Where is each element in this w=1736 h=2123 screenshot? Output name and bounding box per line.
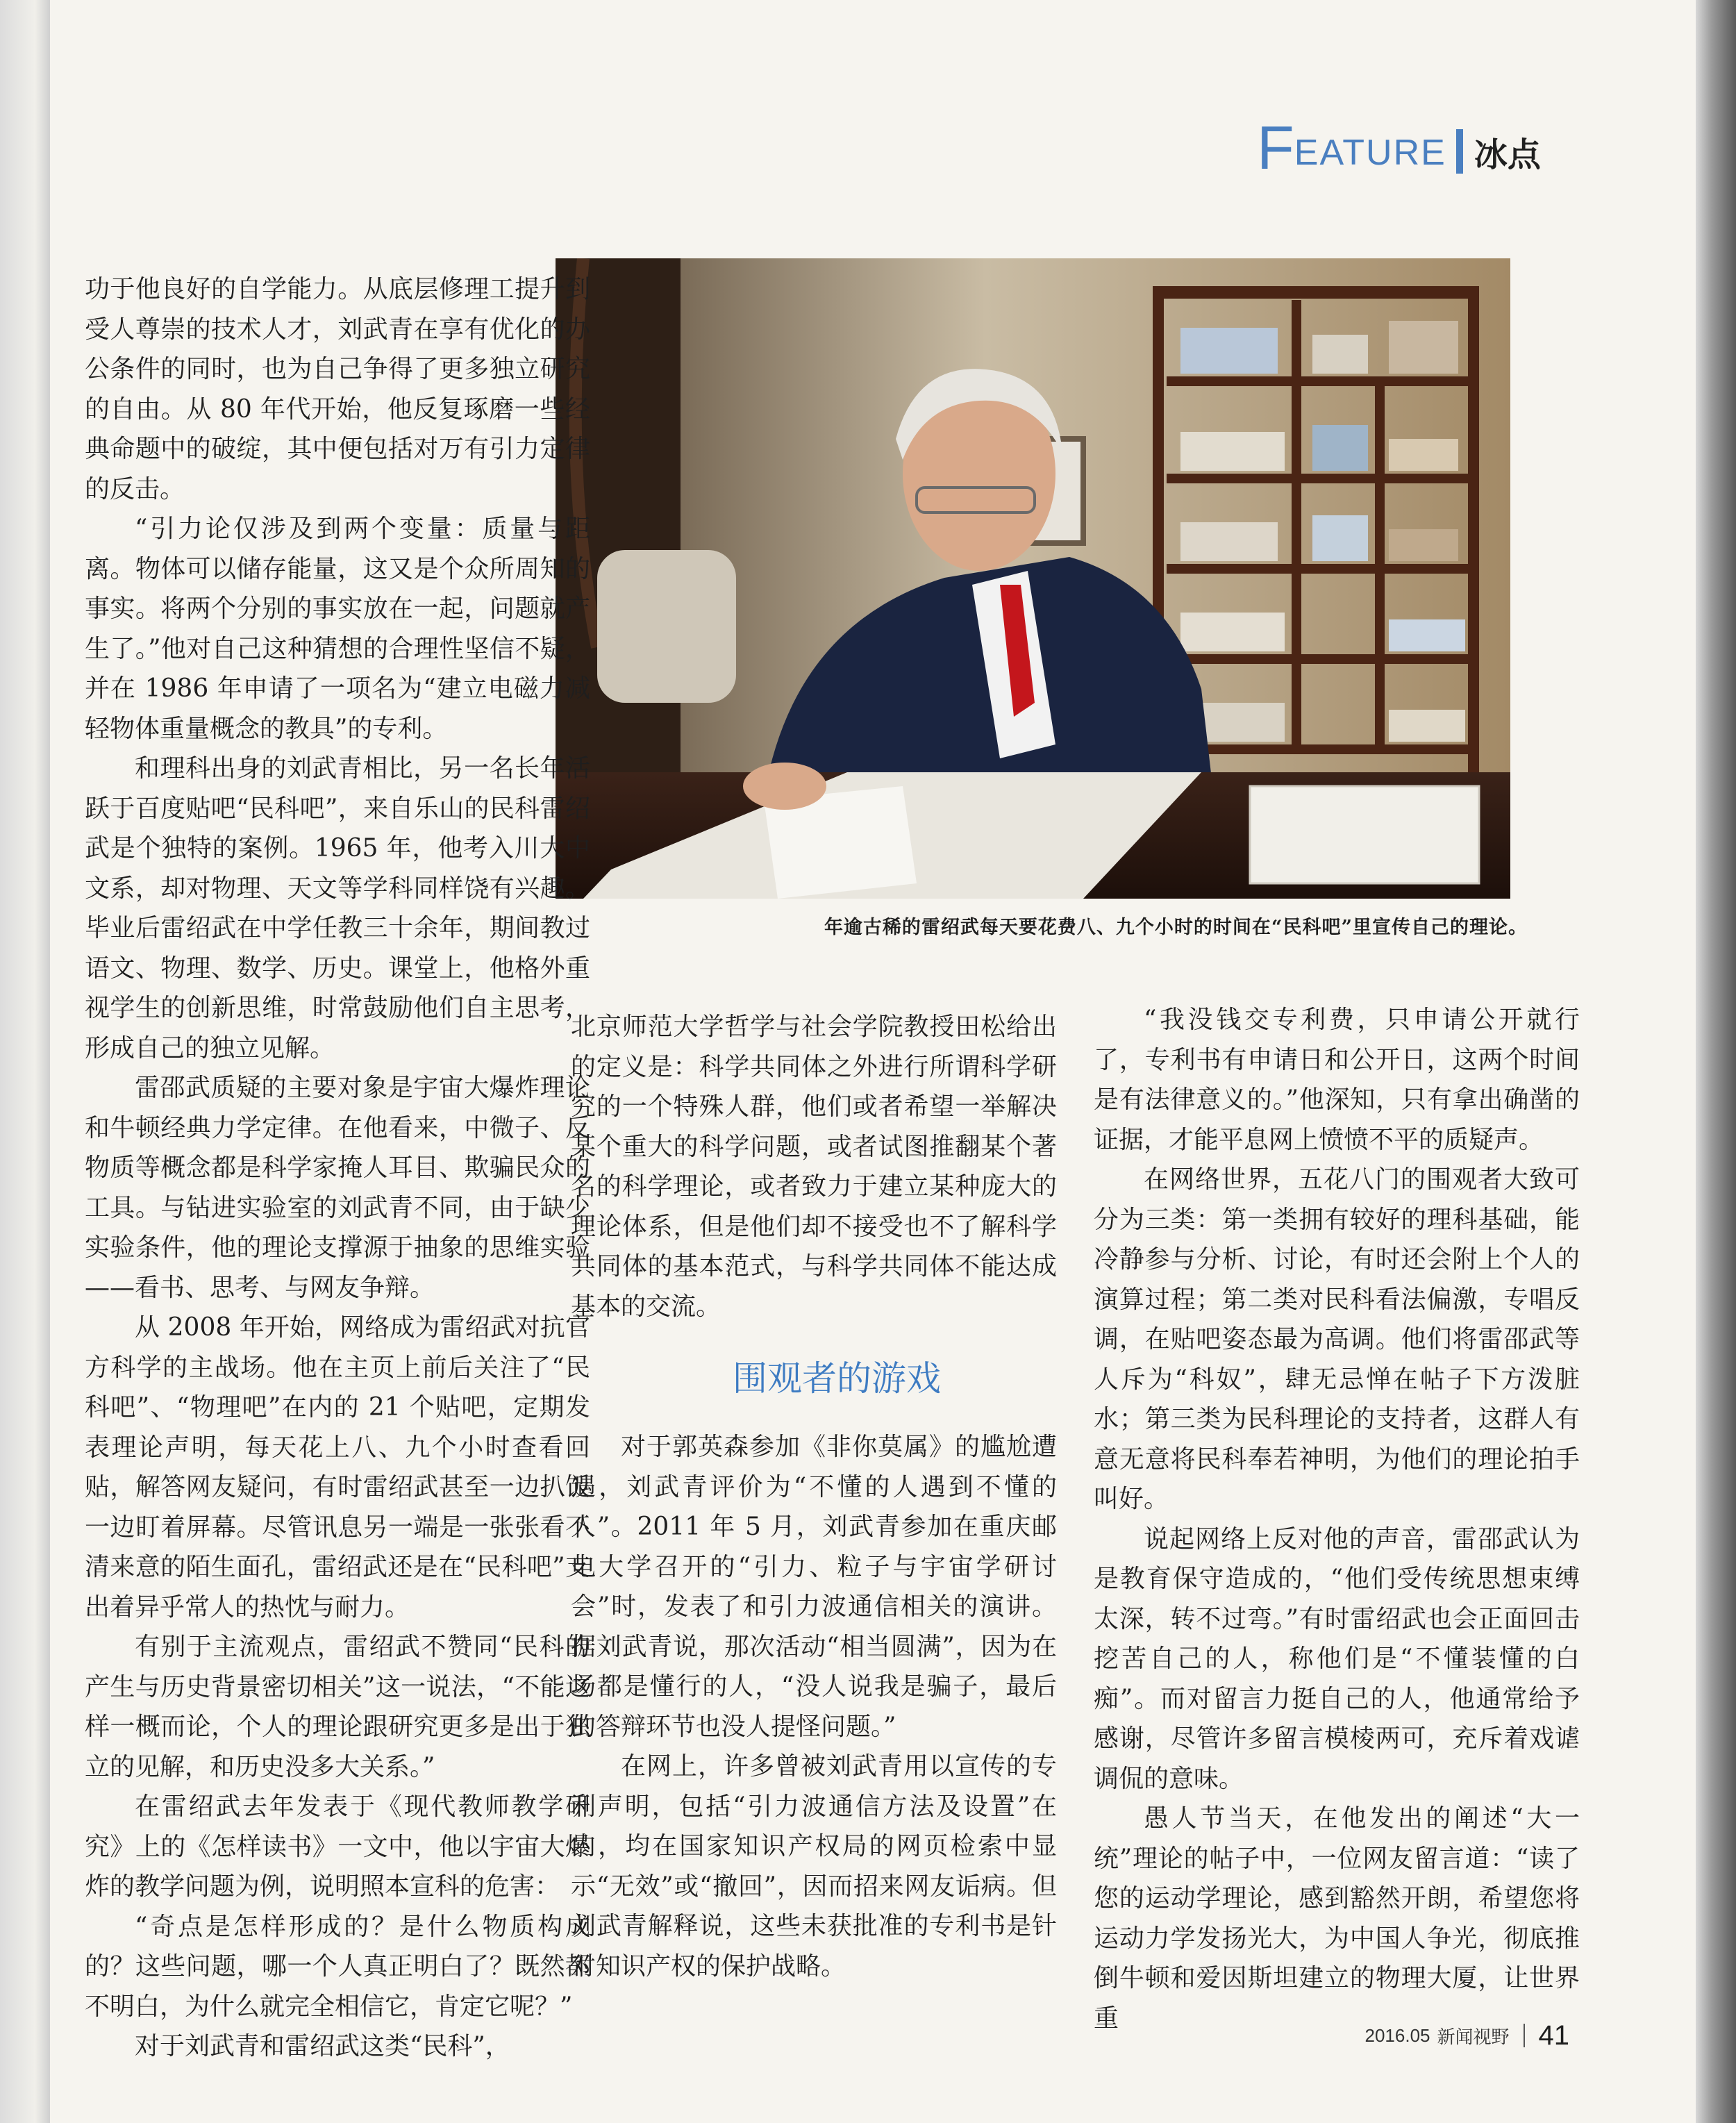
paragraph: 说起网络上反对他的声音，雷邵武认为是教育保守造成的，“他们受传统思想束缚太深，转不过弯。”有时雷绍武也会正面回击挖苦自己的人，称他们是“不懂装懂的白痴”。而对留言力挺自己的人，他通常给予感谢，尽管许多留言模棱两可，充斥着戏谑调侃的意味。 [1094,1524,1580,1793]
page-footer [1305,2018,1569,2053]
paragraph: 功于他良好的自学能力。从底层修理工提升到受人尊崇的技术人才，刘武青在享有优化的办公条件的同时，也为自己争得了更多独立研究的自由。从 80 年代开始，他反复琢磨一些经典命题中的破绽，其中便包括对万有引力定律的反击。 [85,275,590,503]
binding-gutter [0,0,50,2123]
photo-illustration [556,258,1510,899]
paragraph: 愚人节当天，在他发出的阐述“大一统”理论的帖子中，一位网友留言道：“读了您的运动学理论，感到豁然开朗，希望您将运动力学发扬光大，为中国人争光，彻底推倒牛顿和爱因斯坦建立的物理大厦，让世界重 [1094,1804,1580,2033]
header-section-name: 冰点 [1474,135,1541,174]
paragraph: “奇点是怎样形成的？是什么物质构成的？这些问题，哪一个人真正明白了？既然都不明白，为什么就完全相信它，肯定它呢？” [85,1912,590,2021]
header-feature-text: EATURE [1294,133,1446,173]
column-middle-continued [571,1427,1057,1986]
photo-caption: 年逾古稀的雷绍武每天要花费八、九个小时的时间在“民科吧”里宣传自己的理论。 [824,917,1528,938]
paragraph: “我没钱交专利费，只申请公开就行了，专利书有申请日和公开日，这两个时间是有法律意义的。”他深知，只有拿出确凿的证据，才能平息网上愤愤不平的质疑声。 [1094,1006,1580,1154]
paragraph: 对于郭英森参加《非你莫属》的尴尬遭遇，刘武青评价为“不懂的人遇到不懂的人”。2011 年 5 月，刘武青参加在重庆邮电大学召开的“引力、粒子与宇宙学研讨会”时，发表了和引力波通信相关的演讲。据刘武青说，那次活动“相当圆满”，因为在场都是懂行的人，“没人说我是骗子，最后的答辩环节也没人提怪问题。” [571,1433,1057,1741]
header-f-letter: F [1257,113,1294,182]
section-header [1257,113,1562,182]
magazine-name: 新闻视野 [1437,2026,1510,2048]
column-middle [571,1007,1057,1326]
paragraph: 对于刘武青和雷绍武这类“民科”， [135,2032,510,2060]
column-right [1094,1000,1580,2038]
page-edge [1696,0,1736,2123]
paragraph: 北京师范大学哲学与社会学院教授田松给出的定义是：科学共同体之外进行所谓科学研究的一个特殊人群，他们或者希望一举解决某个重大的科学问题，或者试图推翻某个著名的科学理论，或者致力于建立某种庞大的理论体系，但是他们却不接受也不了解科学共同体的基本范式，与科学共同体不能达成基本的交流。 [571,1013,1057,1321]
header-divider [1456,129,1463,174]
paragraph: “引力论仅涉及到两个变量：质量与距离。物体可以储存能量，这又是个众所周知的事实。将两个分别的事实放在一起，问题就产生了。”他对自己这种猜想的合理性坚信不疑，并在 1986 年申请了一项名为“建立电磁力减轻物体重量概念的教具”的专利。 [85,515,590,743]
footer-divider [1524,2024,1525,2047]
issue-date: 2016.05 [1364,2024,1430,2046]
paragraph: 从 2008 年开始，网络成为雷绍武对抗官方科学的主战场。他在主页上前后关注了“民科吧”、“物理吧”在内的 21 个贴吧，定期发表理论声明，每天花上八、九个小时查看回贴，解答网友疑问，有时雷绍武甚至一边扒饭一边盯着屏幕。尽管讯息另一端是一张张看不清来意的陌生面孔，雷绍武还是在“民科吧”支出着异乎常人的热忱与耐力。 [85,1313,590,1622]
paragraph: 和理科出身的刘武青相比，另一名长年活跃于百度贴吧“民科吧”，来自乐山的民科雷绍武是个独特的案例。1965 年，他考入川大中文系，却对物理、天文等学科同样饶有兴趣。毕业后雷绍武在中学任教三十余年，期间教过语文、物理、数学、历史。课堂上，他格外重视学生的创新思维，时常鼓励他们自主思考，形成自己的独立见解。 [85,754,590,1063]
paragraph: 有别于主流观点，雷绍武不赞同“民科的产生与历史背景密切相关”这一说法，“不能这样一概而论，个人的理论跟研究更多是出于独立的见解，和历史没多大关系。” [85,1633,590,1781]
section-heading: 围观者的游戏 [733,1358,941,1399]
paragraph: 在雷绍武去年发表于《现代教师教学研究》上的《怎样读书》一文中，他以宇宙大爆炸的教学问题为例，说明照本宣科的危害： [85,1792,590,1901]
paragraph: 在网上，许多曾被刘武青用以宣传的专利声明，包括“引力波通信方法及设置”在内，均在国家知识产权局的网页检索中显示“无效”或“撤回”，因而招来网友诟病。但刘武青解释说，这些未获批准的专利书是针对知识产权的保护战略。 [571,1752,1057,1981]
paragraph: 雷邵武质疑的主要对象是宇宙大爆炸理论和牛顿经典力学定律。在他看来，中微子、反物质等概念都是科学家掩人耳目、欺骗民众的工具。与钻进实验室的刘武青不同，由于缺少实验条件，他的理论支撑源于抽象的思维实验——看书、思考、与网友争辩。 [85,1074,590,1302]
article-photo [556,258,1510,899]
page-number: 41 [1538,2020,1569,2051]
column-left [85,269,590,2067]
paragraph: 在网络世界，五花八门的围观者大致可分为三类：第一类拥有较好的理科基础，能冷静参与分析、讨论，有时还会附上个人的演算过程；第二类对民科看法偏激，专唱反调，在贴吧姿态最为高调。他们将雷邵武等人斥为“科奴”，肆无忌惮在帖子下方泼脏水；第三类为民科理论的支持者，这群人有意无意将民科奉若神明，为他们的理论拍手叫好。 [1094,1165,1580,1513]
